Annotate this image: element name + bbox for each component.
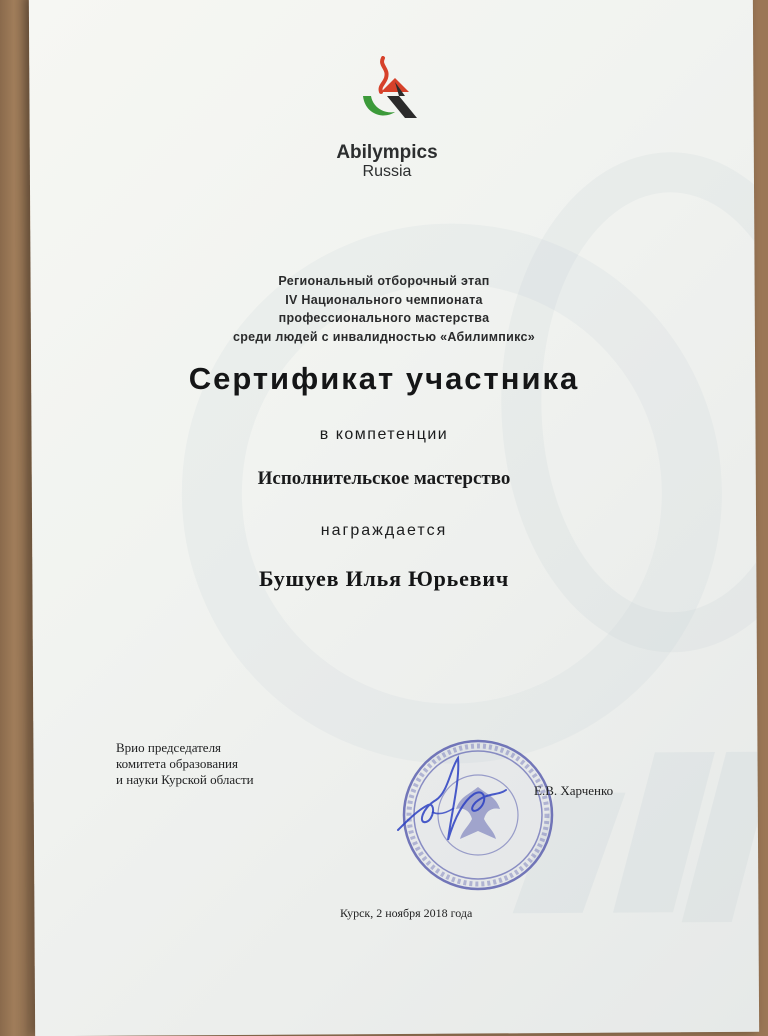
signer-position (116, 740, 254, 788)
event-description (0, 272, 768, 346)
competence-name: Исполнительское мастерство (257, 468, 511, 489)
competence-label: в компетенции (319, 426, 449, 443)
intro-line: среди людей с инвалидностью «Абилимпикс» (232, 329, 536, 344)
place-and-date: Курск, 2 ноября 2018 года (340, 906, 473, 920)
abilympics-logo-icon (359, 56, 425, 122)
brand-subtitle: Russia (362, 163, 412, 180)
handwritten-signature-icon (388, 750, 528, 860)
recipient-name: Бушуев Илья Юрьевич (258, 566, 510, 591)
signer-position-line: комитета образования (116, 756, 238, 771)
signer-position-line: и науки Курской области (116, 772, 254, 787)
intro-line: профессионального мастерства (278, 311, 490, 325)
signer-position-line: Врио председателя (116, 740, 222, 755)
certificate-title: Сертификат участника (188, 361, 580, 396)
signer-name: Е.В. Харченко (534, 783, 614, 798)
award-label: награждается (320, 522, 448, 539)
intro-line: IV Национального чемпионата (285, 292, 483, 307)
intro-line: Региональный отборочный этап (278, 274, 490, 288)
brand-name: Abilympics (336, 142, 438, 163)
